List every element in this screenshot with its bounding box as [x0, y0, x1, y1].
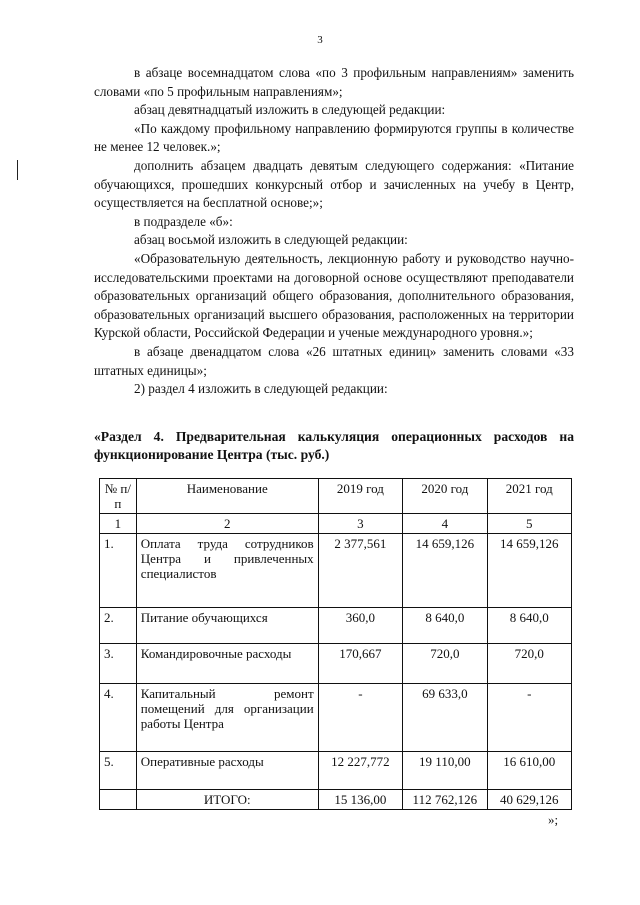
closing-quote: »;: [548, 812, 559, 827]
row-number: 4.: [100, 684, 137, 752]
column-number: 1: [100, 514, 137, 534]
total-label: ИТОГО:: [136, 790, 318, 810]
row-value-2019: 170,667: [318, 644, 402, 684]
column-number: 5: [487, 514, 571, 534]
row-value-2019: -: [318, 684, 402, 752]
row-value-2021: 14 659,126: [487, 534, 571, 608]
total-2019: 15 136,00: [318, 790, 402, 810]
column-number-row: [100, 514, 572, 534]
header-name: Наименование: [136, 479, 318, 514]
header-2019: 2019 год: [318, 479, 402, 514]
total-row: [100, 790, 572, 810]
row-value-2020: 19 110,00: [403, 752, 487, 790]
paragraph: в абзаце двенадцатом слова «26 штатных единиц» заменить словами «33 штатных единицы»;: [94, 343, 574, 378]
row-name: Капитальный ремонт помещений для организации работы Центра: [136, 684, 318, 752]
row-value-2021: 16 610,00: [487, 752, 571, 790]
body-text: [94, 64, 574, 399]
row-value-2019: 12 227,772: [318, 752, 402, 790]
total-number: [100, 790, 137, 810]
row-number: 3.: [100, 644, 137, 684]
header-2020: 2020 год: [403, 479, 487, 514]
page-number: 3: [317, 34, 323, 46]
row-value-2019: 360,0: [318, 608, 402, 644]
header-number: № п/п: [100, 479, 137, 514]
row-value-2021: -: [487, 684, 571, 752]
table-row: [100, 752, 572, 790]
cost-table: [99, 478, 572, 810]
table-row: [100, 644, 572, 684]
column-number: 2: [136, 514, 318, 534]
total-2021: 40 629,126: [487, 790, 571, 810]
section-heading: «Раздел 4. Предварительная калькуляция операционных расходов на функционирование Центра (тыс. руб.): [94, 429, 574, 462]
paragraph: абзац восьмой изложить в следующей редакции:: [134, 232, 408, 248]
row-name: Оплата труда сотрудников Центра и привлеченных специалистов: [136, 534, 318, 608]
column-number: 4: [403, 514, 487, 534]
paragraph: абзац девятнадцатый изложить в следующей редакции:: [134, 102, 446, 118]
column-number: 3: [318, 514, 402, 534]
total-2020: 112 762,126: [403, 790, 487, 810]
paragraph: дополнить абзацем двадцать девятым следующего содержания: «Питание обучающихся, прошедших конкурсный отбор и зачисленных на учебу в Центр, осуществляется на бесплатной основе;»;: [94, 157, 574, 211]
row-name: Оперативные расходы: [136, 752, 318, 790]
row-value-2021: 8 640,0: [487, 608, 571, 644]
row-value-2020: 8 640,0: [403, 608, 487, 644]
paragraph: «По каждому профильному направлению формируются группы в количестве не менее 12 человек.»;: [94, 120, 574, 155]
table-row: [100, 608, 572, 644]
paragraph: в подразделе «б»:: [134, 213, 233, 229]
row-number: 1.: [100, 534, 137, 608]
row-value-2019: 2 377,561: [318, 534, 402, 608]
header-2021: 2021 год: [487, 479, 571, 514]
row-name: Питание обучающихся: [136, 608, 318, 644]
margin-mark: [17, 160, 18, 180]
paragraph: в абзаце восемнадцатом слова «по 3 профильным направлениям» заменить словами «по 5 профильным направлениям»;: [94, 65, 574, 99]
table-header-row: [100, 479, 572, 514]
row-value-2020: 720,0: [403, 644, 487, 684]
row-value-2021: 720,0: [487, 644, 571, 684]
row-number: 5.: [100, 752, 137, 790]
row-number: 2.: [100, 608, 137, 644]
row-value-2020: 14 659,126: [403, 534, 487, 608]
table-row: [100, 684, 572, 752]
table-row: [100, 534, 572, 608]
paragraph: 2) раздел 4 изложить в следующей редакции:: [134, 381, 388, 397]
row-name: Командировочные расходы: [136, 644, 318, 684]
paragraph: «Образовательную деятельность, лекционную работу и руководство научно-исследовательскими проектами на договорной основе осуществляют преподаватели образовательных организаций общего образования, дополнительного образования, образовательных организаций высшего образования, расположенных на территории Курской области, Российской Федерации и ученые международного уровня.»;: [94, 250, 574, 341]
row-value-2020: 69 633,0: [403, 684, 487, 752]
